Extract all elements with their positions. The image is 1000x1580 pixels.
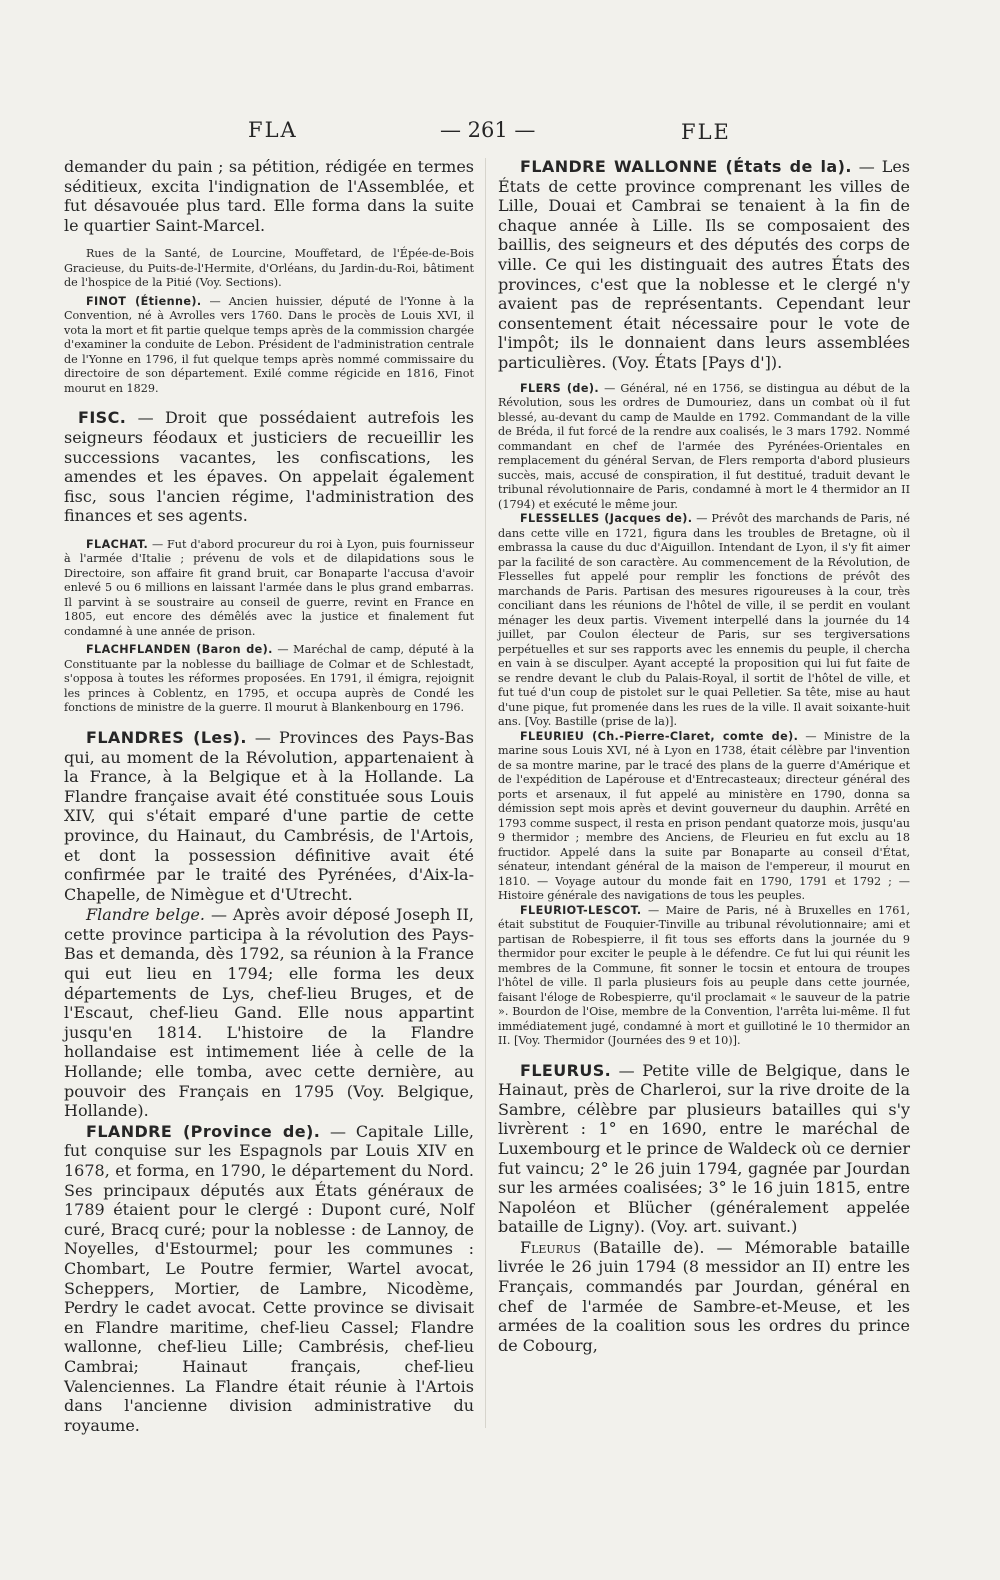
entry-finot: [64, 295, 474, 397]
entry-headword: FISC.: [78, 408, 127, 428]
entry-headword: FLEURIOT-LESCOT.: [520, 903, 642, 917]
entry-text: Rues de la Santé, de Lourcine, Mouffetard, de l'Épée-de-Bois Gracieuse, du Puits-de-l'Hermite, d'Orléans, du Jardin-du-Roi, bâtiment de l'hospice de la Pitié (Voy. Sections).: [64, 247, 474, 290]
entry-headword: FLACHAT.: [86, 537, 149, 551]
running-header: [0, 118, 1000, 148]
entry-headword: FLEURIEU (Ch.-Pierre-Claret, comte de).: [520, 729, 799, 743]
entry-flandre-wallonne: [498, 157, 910, 373]
entry-fleurus: [498, 1061, 910, 1237]
entry-text: — Après avoir déposé Joseph II, cette province participa à la révolution des Pays-Bas et demanda, dès 1792, sa réunion à la France qui eut lieu en 1794; elle forma les deux départements de Lys, chef-lieu Bruges, et de l'Escaut, chef-lieu Gand. Elle nous appartint jusqu'en 1814. L'histoire de la Flandre hollandaise est intimement liée à celle de la Hollande; elle tomba, avec cette dernière, au pouvoir des Français en 1795 (Voy. Belgique, Hollande).: [64, 905, 474, 1121]
entry-text: — Droit que possédaient autrefois les seigneurs féodaux et justiciers de recueillir les successions vacantes, les confiscations, les amendes et les épaves. On appelait également fisc, sous l'ancien régime, l'administration des finances et ses agents.: [64, 408, 474, 526]
entry-text: — Capitale Lille, fut conquise sur les Espagnols par Louis XIV en 1678, et forma, en 1790, le département du Nord. Ses principaux députés aux États généraux de 1789 étaient pour le clergé : Dupont curé, Nolf curé, Bracq curé; pour la noblesse : de Lannoy, de Noyelles, d'Estourmel; pour les communes : Chombart, Le Poutre fermier, Wartel avocat, Scheppers, Mortier, de Lambre, Nicodème, Perdry le cadet avocat. Cette province se divisait en Flandre maritime, chef-lieu Cassel; Flandre wallonne, chef-lieu Lille; Cambrésis, chef-lieu Cambrai; Hainaut français, chef-lieu Valenciennes. La Flandre était réunie à l'Artois dans l'ancienne division administrative du royaume.: [64, 1121, 474, 1435]
entry-headword: FINOT (Étienne).: [86, 294, 202, 308]
entry-text: — Provinces des Pays-Bas qui, au moment de la Révolution, appartenaient à la France, à la Belgique et à la Hollande. La Flandre française avait été constituée sous Louis XIV, qui s'était emparé d'une partie de cette province, du Hainaut, du Cambrésis, de l'Artois, et dont la possession définitive avait été confirmée par le traité des Pyrénées, d'Aix-la-Chapelle, de Nimègue et d'Utrecht.: [64, 727, 475, 904]
entry-continuation: [64, 157, 474, 235]
entry-flesselles: [498, 512, 910, 730]
entry-rues: [64, 247, 474, 291]
entry-text: — Général, né en 1756, se distingua au début de la Révolution, sous les ordres de Dumouriez, dans un combat où il fut blessé, au-devant du camp de Maulde en 1792. Commandant de la ville de Bréda, il fut forcé de la rendre aux coalisés, le 3 mars 1792. Nommé commandant en chef de l'armée des Pyrénées-Orientales en remplacement du général Servan, de Flers remporta d'abord plusieurs succès, mais, accusé de conspiration, il fut destitué, traduit devant le tribunal révolutionnaire de Paris, condamné à mort le 4 thermidor an II (1794) et exécuté le même jour.: [498, 381, 910, 511]
entry-headword: Flandre belge.: [86, 905, 205, 925]
entry-headword: FLERS (de).: [520, 381, 599, 395]
column-divider: [485, 158, 486, 1428]
entry-text: — Les États de cette province comprenant les villes de Lille, Douai et Cambrai se tenaient à la fin de chaque année à Lille. Ils se composaient des baillis, des seigneurs et des députés des corps de ville. Ce qui les distinguait des autres États des provinces, c'est que la noblesse et le clergé n'y avaient pas de représentants. Cependant leur consentement était nécessaire pour le vote de l'impôt; ils le donnaient dans leurs assemblées particulières. (Voy. États [Pays d']).: [498, 157, 910, 372]
right-column: [498, 157, 910, 1355]
entry-flandre-province: [64, 1122, 474, 1436]
entry-flachat: [64, 538, 474, 640]
entry-headword: FLACHFLANDEN (Baron de).: [86, 643, 273, 657]
entry-text: — Maire de Paris, né à Bruxelles en 1761, était substitut de Fouquier-Tinville au tribunal révolutionnaire; ami et partisan de Robespierre, il fit tous ses efforts dans la journée du 9 thermidor pour exciter le peuple à le défendre. Ce fut lui qui réunit les membres de la Commune, fit sonner le tocsin et entoura de troupes l'hôtel de ville. Il parla plusieurs fois au peuple dans cette journée, faisant l'éloge de Robespierre, qu'il proclamait « le sauveur de la patrie ». Bourdon de l'Oise, membre de la Convention, l'arrêta lui-même. Il fut immédiatement jugé, condamné à mort et guillotiné le 10 thermidor an II. [Voy. Thermidor (Journées des 9 et 10)].: [498, 903, 910, 1048]
entry-text: demander du pain ; sa pétition, rédigée en termes séditieux, excita l'indignation de l'Assemblée, et fut désavouée plus tard. Elle forma dans la suite le quartier Saint-Marcel.: [64, 157, 474, 235]
entry-fisc: [64, 408, 474, 526]
entry-headword: FLANDRE (Province de).: [86, 1121, 321, 1141]
entry-text: — Maréchal de camp, député à la Constituante par la noblesse du bailliage de Colmar et de Schlestadt, s'opposa à toutes les réformes proposées. En 1791, il émigra, rejoignit les princes à Coblentz, en 1795, et occupa auprès de Condé les fonctions de ministre de la guerre. Il mourut à Blankenbourg en 1796.: [64, 643, 474, 715]
entry-text: — Prévôt des marchands de Paris, né dans cette ville en 1721, figura dans les troubles de Bretagne, où il embrassa la cause du duc d'Aiguillon. Intendant de Lyon, il s'y fit aimer par la facilité de son caractère. Au commencement de la Révolution, de Flesselles fut appelé pour remplir les fonctions de prévôt des marchands de Paris. Partisan des mesures rigoureuses à la cour, très conciliant dans les réunions de l'hôtel de ville, il se perdit en voulant ménager les deux partis. Vivement interpellé dans la journée du 14 juillet, par Coulon électeur de Paris, sur ses tergiversations perpétuelles et sur ses rapports avec les ennemis du peuple, il chercha en vain à se disculper. Ayant accepté la proposition qui lui fut faite de se rendre devant le club du Palais-Royal, il sortit de l'hôtel de ville, et fut tué d'un coup de pistolet sur le quai Pelletier. Sa tête, mise au haut d'une pique, fut promenée dans les rues de la ville. Il avait soixante-huit ans. [Voy. Bastille (prise de la)].: [498, 512, 910, 729]
page-number: — 261 —: [440, 118, 536, 142]
entry-headword: FLESSELLES (Jacques de).: [520, 512, 693, 526]
entry-fleuriot: [498, 904, 910, 1049]
entry-text: — Ancien huissier, député de l'Yonne à la Convention, né à Avrolles vers 1760. Dans le procès de Louis XVI, il vota la mort et fit partie quelque temps après de la commission chargée d'examiner la conduite de Lebon. Président de l'administration centrale de l'Yonne en 1796, il fut quelque temps après nommé commissaire du directoire de son département. Exilé comme régicide en 1816, Finot mourut en 1829.: [64, 294, 474, 395]
header-left: FLA: [248, 118, 298, 142]
entry-headword: FLANDRES (Les).: [86, 727, 247, 747]
entry-flandres: [64, 728, 474, 904]
entry-headword: FLEURUS.: [520, 1060, 612, 1080]
entry-fleurieu: [498, 730, 910, 904]
entry-headword: FLANDRE WALLONNE (États de la).: [520, 157, 852, 176]
entry-text: — Petite ville de Belgique, dans le Hainaut, près de Charleroi, sur la rive droite de la Sambre, célèbre par plusieurs batailles qui s'y livrèrent : 1° en 1690, entre le maréchal de Luxembourg et le prince de Waldeck où ce dernier fut vaincu; 2° le 26 juin 1794, gagnée par Jourdan sur les armées coalisées; 3° le 16 juin 1815, entre Napoléon et Blücher (généralement appelée bataille de Ligny). (Voy. art. suivant.): [498, 1060, 910, 1237]
entry-flers: [498, 382, 910, 513]
header-right: FLE: [681, 120, 731, 144]
entry-text: (Bataille de). — Mémorable bataille livrée le 26 juin 1794 (8 messidor an II) entre les Français, commandés par Jourdan, général en chef de l'armée de Sambre-et-Meuse, et les armées de la coalition sous les ordres du prince de Cobourg,: [498, 1237, 910, 1355]
entry-text: — Ministre de la marine sous Louis XVI, né à Lyon en 1738, était célèbre par l'invention de sa montre marine, par le tracé des plans de la guerre d'Amérique et de l'expédition de Lapérouse et d'Entrecasteaux; directeur général des ports et arsenaux, il fut appelé au ministère en 1790, donna sa démission sept mois après et devint gouverneur du dauphin. Arrêté en 1793 comme suspect, il resta en prison pendant quatorze mois, jusqu'au 9 thermidor ; membre des Anciens, de Fleurieu en fut exclu au 18 fructidor. Appelé dans la suite par Bonaparte au conseil d'État, sénateur, intendant général de la maison de l'empereur, il mourut en 1810. — Voyage autour du monde fait en 1790, 1791 et 1792 ; — Histoire générale des navigations de tous les peuples.: [498, 729, 911, 903]
left-column: [64, 157, 474, 1435]
entry-flachflanden: [64, 643, 474, 716]
entry-flandre-belge: [64, 905, 474, 1121]
entry-fleurus-bataille: [498, 1238, 910, 1356]
entry-text: — Fut d'abord procureur du roi à Lyon, puis fournisseur à l'armée d'Italie ; prévenu de vols et de dilapidations sous le Directoire, son affaire fit grand bruit, car Bonaparte l'accusa d'avoir enlevé 5 ou 6 millions en laissant l'armée dans le plus grand embarras. Il parvint à se soustraire au conseil de guerre, revint en France en 1805, eut encore des démêlés avec la justice et finalement fut condamné à une année de prison.: [64, 537, 474, 638]
entry-headword: Fleurus: [520, 1237, 581, 1257]
